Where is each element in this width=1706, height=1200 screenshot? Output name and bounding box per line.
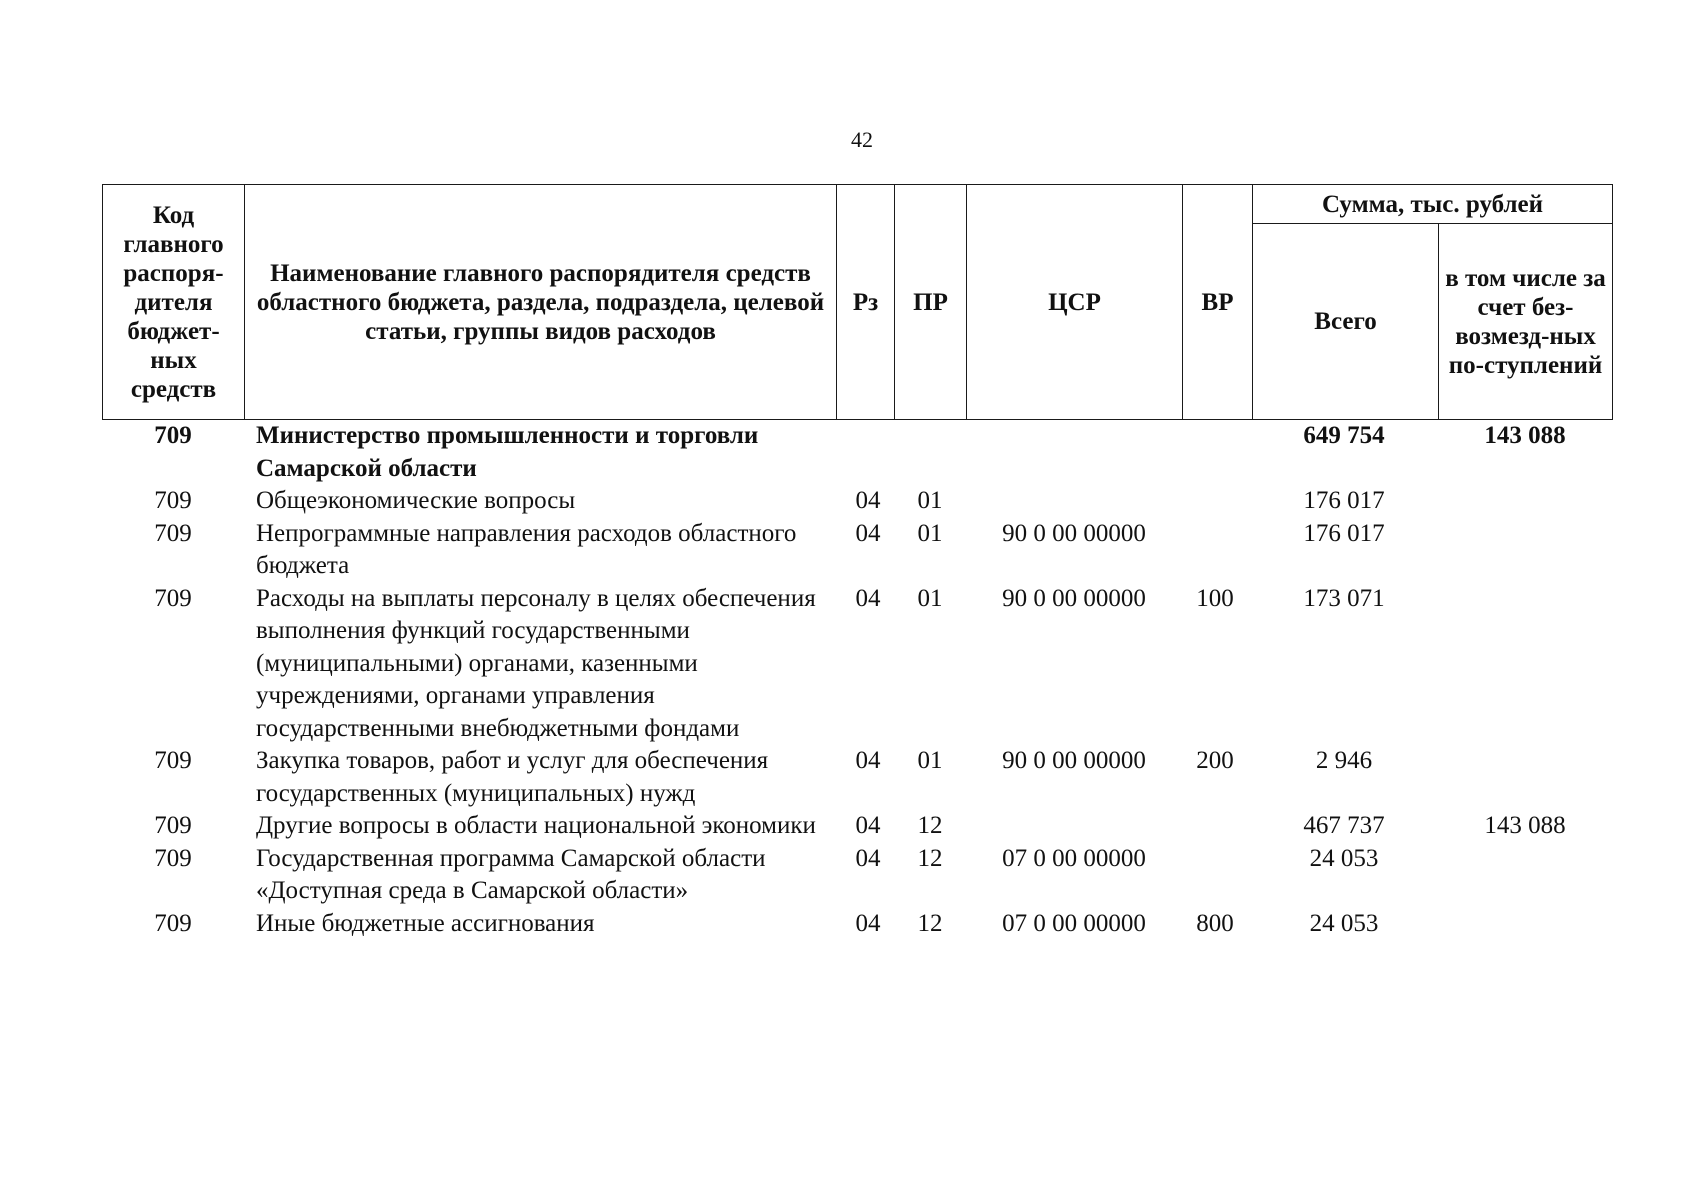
row-total: 649 754 — [1303, 422, 1385, 449]
row-rz: 04 — [855, 812, 881, 839]
row-pr: 12 — [917, 844, 943, 872]
row-vr: 100 — [1196, 584, 1234, 612]
row-csr: 90 0 00 00000 — [1002, 584, 1146, 612]
row-code: 709 — [154, 584, 192, 612]
row-rz: 04 — [855, 909, 881, 937]
row-pr: 12 — [917, 909, 943, 937]
table-row — [102, 908, 1612, 941]
row-code: 709 — [154, 487, 192, 514]
row-name: Общеэкономические вопросы — [256, 487, 576, 514]
row-name: Иные бюджетные ассигнования — [256, 909, 595, 937]
row-total: 24 053 — [1309, 909, 1379, 937]
row-pr: 01 — [917, 747, 943, 774]
table-row — [102, 843, 1612, 908]
header-free-receipts: в том числе за счет без-возмезд-ных по-ступлений — [1439, 224, 1613, 420]
row-name: Другие вопросы в области национальной экономики — [256, 812, 816, 839]
row-rz: 04 — [855, 487, 881, 514]
row-rz: 04 — [855, 584, 881, 612]
header-rz: Рз — [837, 185, 895, 420]
header-vr: ВР — [1183, 185, 1253, 420]
row-total: 2 946 — [1315, 747, 1373, 774]
row-code: 709 — [154, 422, 192, 449]
row-total: 176 017 — [1303, 487, 1385, 514]
table-row — [102, 420, 1612, 485]
row-csr: 90 0 00 00000 — [1002, 519, 1146, 547]
row-total: 176 017 — [1303, 519, 1385, 547]
header-name: Наименование главного распорядителя средств областного бюджета, раздела, подраздела, целевой статьи, группы видов расходов — [245, 185, 837, 420]
header-sum-group: Сумма, тыс. рублей — [1253, 185, 1613, 224]
table-row — [102, 518, 1612, 583]
table-row — [102, 485, 1612, 518]
row-code: 709 — [154, 747, 192, 774]
row-name: Непрограммные направления расходов областного бюджета — [256, 519, 797, 579]
row-rz: 04 — [855, 747, 881, 774]
header-code: Код главного распоря-дителя бюджет-ных средств — [103, 185, 245, 420]
table-header — [102, 184, 1613, 420]
row-name: Закупка товаров, работ и услуг для обеспечения государственных (муниципальных) нужд — [256, 747, 769, 807]
row-free-receipts: 143 088 — [1484, 422, 1566, 449]
table-body — [102, 420, 1612, 940]
row-code: 709 — [154, 844, 192, 872]
header-csr: ЦСР — [967, 185, 1183, 420]
row-csr: 07 0 00 00000 — [1002, 909, 1146, 937]
row-csr: 07 0 00 00000 — [1002, 844, 1146, 872]
header-pr: ПР — [895, 185, 967, 420]
row-name: Государственная программа Самарской области «Доступная среда в Самарской области» — [256, 844, 766, 904]
row-pr: 01 — [917, 584, 943, 612]
row-vr: 800 — [1196, 909, 1234, 937]
row-rz: 04 — [855, 519, 881, 547]
row-free-receipts: 143 088 — [1484, 812, 1566, 839]
table-row — [102, 583, 1612, 746]
row-code: 709 — [154, 812, 192, 839]
row-csr: 90 0 00 00000 — [1002, 747, 1146, 774]
row-pr: 01 — [917, 487, 943, 514]
row-pr: 01 — [917, 519, 943, 547]
table-row — [102, 810, 1612, 843]
page-number: 42 — [851, 127, 873, 152]
table-row — [102, 745, 1612, 810]
row-name: Министерство промышленности и торговли Самарской области — [256, 422, 759, 482]
row-name: Расходы на выплаты персоналу в целях обеспечения выполнения функций государственными (муниципальными) органами, казенными учреждениями, органами управления государственными внебюджетными фондами — [256, 584, 816, 742]
row-total: 173 071 — [1303, 584, 1385, 612]
row-total: 467 737 — [1303, 812, 1385, 839]
row-code: 709 — [154, 909, 192, 937]
row-code: 709 — [154, 519, 192, 547]
header-total: Всего — [1253, 224, 1439, 420]
row-total: 24 053 — [1309, 844, 1379, 872]
row-vr: 200 — [1196, 747, 1234, 774]
row-pr: 12 — [917, 812, 943, 839]
row-rz: 04 — [855, 844, 881, 872]
